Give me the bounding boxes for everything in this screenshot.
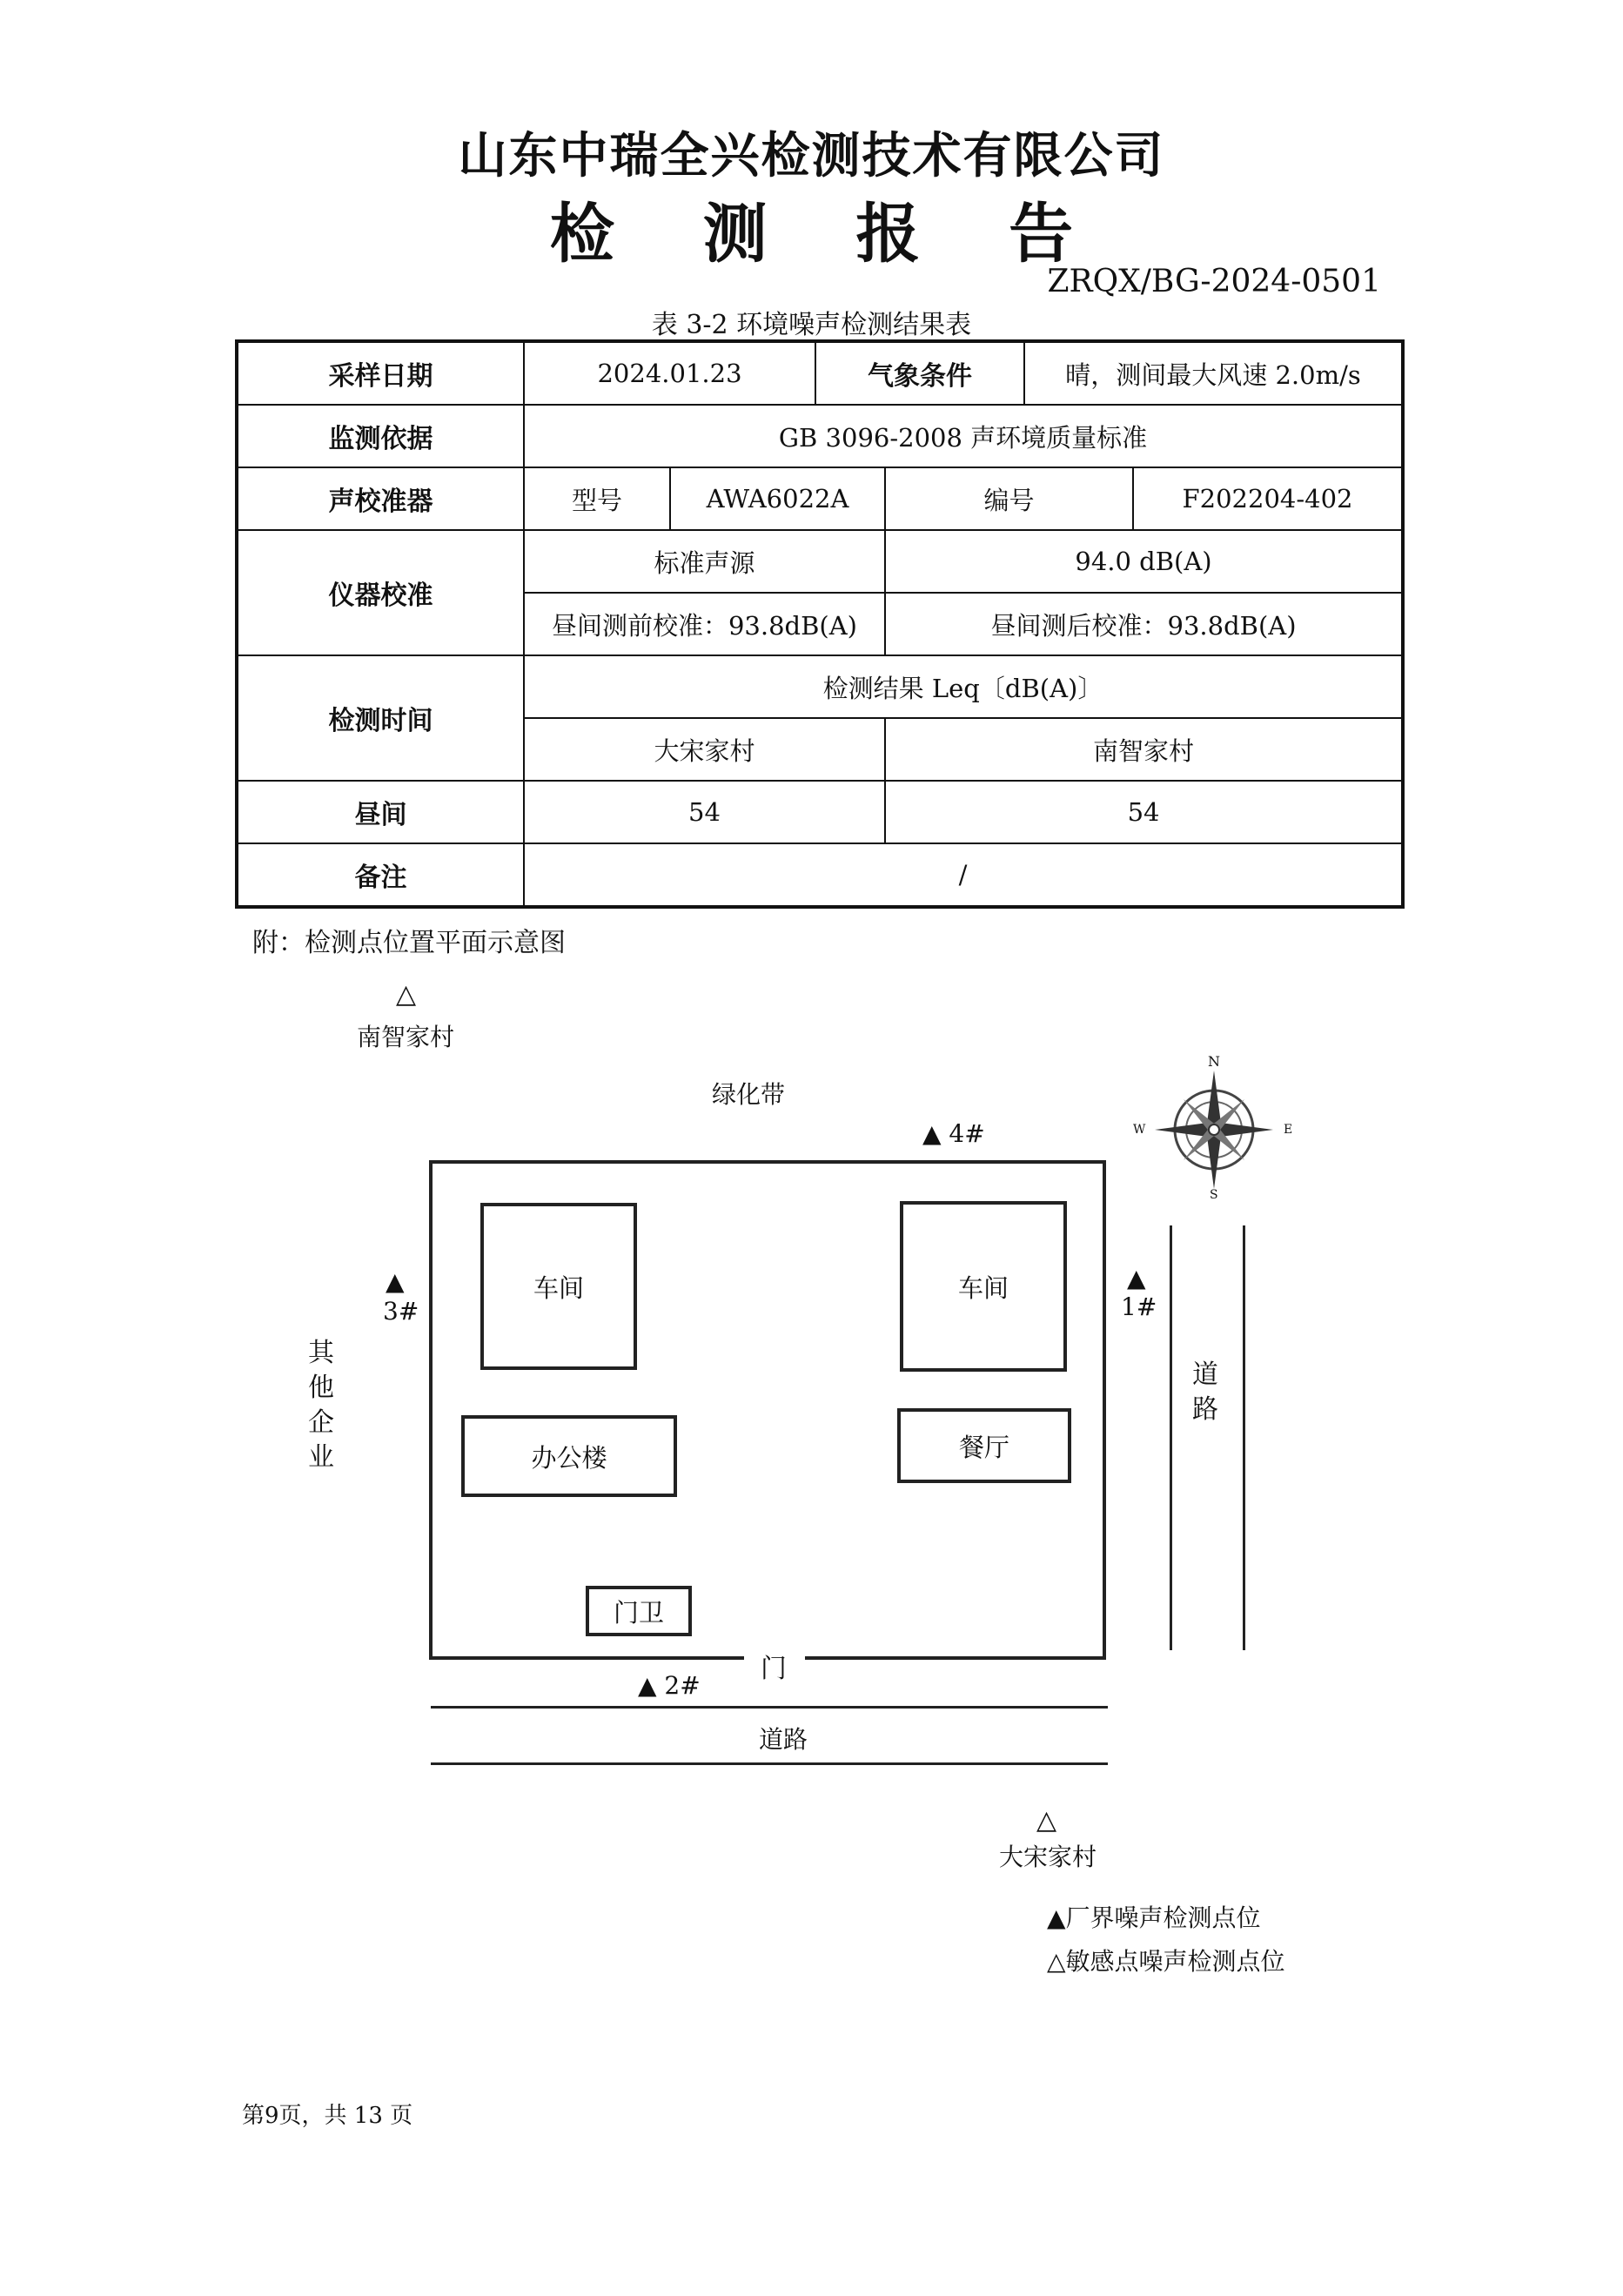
legend-sensitive: △敏感点噪声检测点位	[1047, 1947, 1285, 1976]
result-header: 检测结果 Leq〔dB(A)〕	[524, 655, 1403, 718]
basis-label: 监测依据	[237, 405, 524, 467]
point-1-label: 1#	[1121, 1292, 1157, 1321]
road-right-line-2	[1243, 1225, 1245, 1650]
canteen	[897, 1408, 1071, 1483]
table-row	[237, 843, 1403, 907]
green-belt-label: 绿化带	[712, 1080, 786, 1109]
road-right-char: 道	[1192, 1359, 1218, 1390]
compass-n: N	[1208, 1053, 1220, 1070]
remark-label: 备注	[237, 843, 524, 907]
page-footer: 第9页，共 13 页	[242, 2103, 413, 2129]
other-company-char: 其	[308, 1338, 334, 1368]
table-row	[237, 467, 1403, 530]
document-title: 检 测 报 告	[549, 197, 1107, 272]
legend-boundary: ▲厂界噪声检测点位	[1047, 1903, 1261, 1932]
office-building	[461, 1415, 677, 1497]
remark-value: /	[524, 843, 1403, 907]
workshop-left	[480, 1203, 637, 1370]
day-value-1: 54	[524, 781, 885, 843]
report-number: ZRQX/BG-2024-0501	[1047, 264, 1381, 299]
road-right-line-1	[1170, 1225, 1172, 1650]
serial-label: 编号	[885, 467, 1133, 530]
table-row	[237, 405, 1403, 467]
model-label: 型号	[524, 467, 670, 530]
site-1: 大宋家村	[524, 718, 885, 781]
std-source-value: 94.0 dB(A)	[885, 530, 1403, 593]
point-1-marker: ▲	[1127, 1264, 1146, 1292]
table-caption: 表 3-2 环境噪声检测结果表	[651, 310, 972, 340]
table-row	[237, 655, 1403, 718]
post-calibration: 昼间测后校准：93.8dB(A)	[885, 593, 1403, 655]
sampling-date-label: 采样日期	[237, 341, 524, 405]
road-right-label	[1188, 1358, 1223, 1427]
road-right-char: 路	[1192, 1394, 1218, 1425]
point-2: ▲ 2#	[638, 1671, 701, 1700]
table-row	[237, 341, 1403, 405]
other-company-char: 企	[308, 1407, 334, 1438]
north-village-marker: △	[396, 979, 417, 1010]
site-2: 南智家村	[885, 718, 1403, 781]
day-value-2: 54	[885, 781, 1403, 843]
road-bottom-line-2	[431, 1762, 1108, 1765]
south-village-marker: △	[1036, 1805, 1057, 1836]
compass-rose	[1131, 1053, 1297, 1201]
south-village-label: 大宋家村	[999, 1843, 1097, 1871]
point-3-marker: ▲	[386, 1267, 405, 1296]
road-bottom-label: 道路	[759, 1725, 808, 1754]
point-3-label: 3#	[383, 1297, 419, 1326]
guard-label: 门卫	[613, 1597, 664, 1628]
table-row	[237, 530, 1403, 593]
guard-room	[586, 1586, 692, 1636]
instrument-label: 仪器校准	[237, 530, 524, 655]
day-label: 昼间	[237, 781, 524, 843]
model-value: AWA6022A	[670, 467, 885, 530]
workshop-left-label: 车间	[533, 1272, 584, 1303]
point-4: ▲ 4#	[922, 1119, 985, 1148]
compass-s: S	[1210, 1188, 1218, 1202]
office-label: 办公楼	[531, 1442, 607, 1473]
other-company-char: 他	[308, 1373, 334, 1403]
other-company-char: 业	[308, 1442, 334, 1473]
sampling-date: 2024.01.23	[524, 341, 815, 405]
workshop-right	[900, 1201, 1067, 1372]
road-bottom-line-1	[431, 1706, 1108, 1709]
company-name: 山东中瑞全兴检测技术有限公司	[458, 128, 1165, 185]
calibrator-label: 声校准器	[237, 467, 524, 530]
serial-value: F202204-402	[1133, 467, 1403, 530]
attachment-note: 附：检测点位置平面示意图	[252, 928, 566, 958]
weather-value: 晴，测间最大风速 2.0m/s	[1024, 341, 1403, 405]
std-source-label: 标准声源	[524, 530, 885, 593]
north-village-label: 南智家村	[357, 1023, 455, 1051]
gate-label: 门	[761, 1647, 787, 1685]
canteen-label: 餐厅	[958, 1432, 1009, 1462]
pre-calibration: 昼间测前校准：93.8dB(A)	[524, 593, 885, 655]
time-label: 检测时间	[237, 655, 524, 781]
basis-value: GB 3096-2008 声环境质量标准	[524, 405, 1403, 467]
workshop-right-label: 车间	[957, 1272, 1009, 1303]
compass-e: E	[1284, 1123, 1293, 1137]
compass-icon	[1131, 1053, 1297, 1201]
compass-w: W	[1133, 1123, 1146, 1137]
noise-results-table	[235, 339, 1405, 909]
weather-label: 气象条件	[815, 341, 1024, 405]
other-company-label	[304, 1336, 339, 1475]
table-row	[237, 781, 1403, 843]
